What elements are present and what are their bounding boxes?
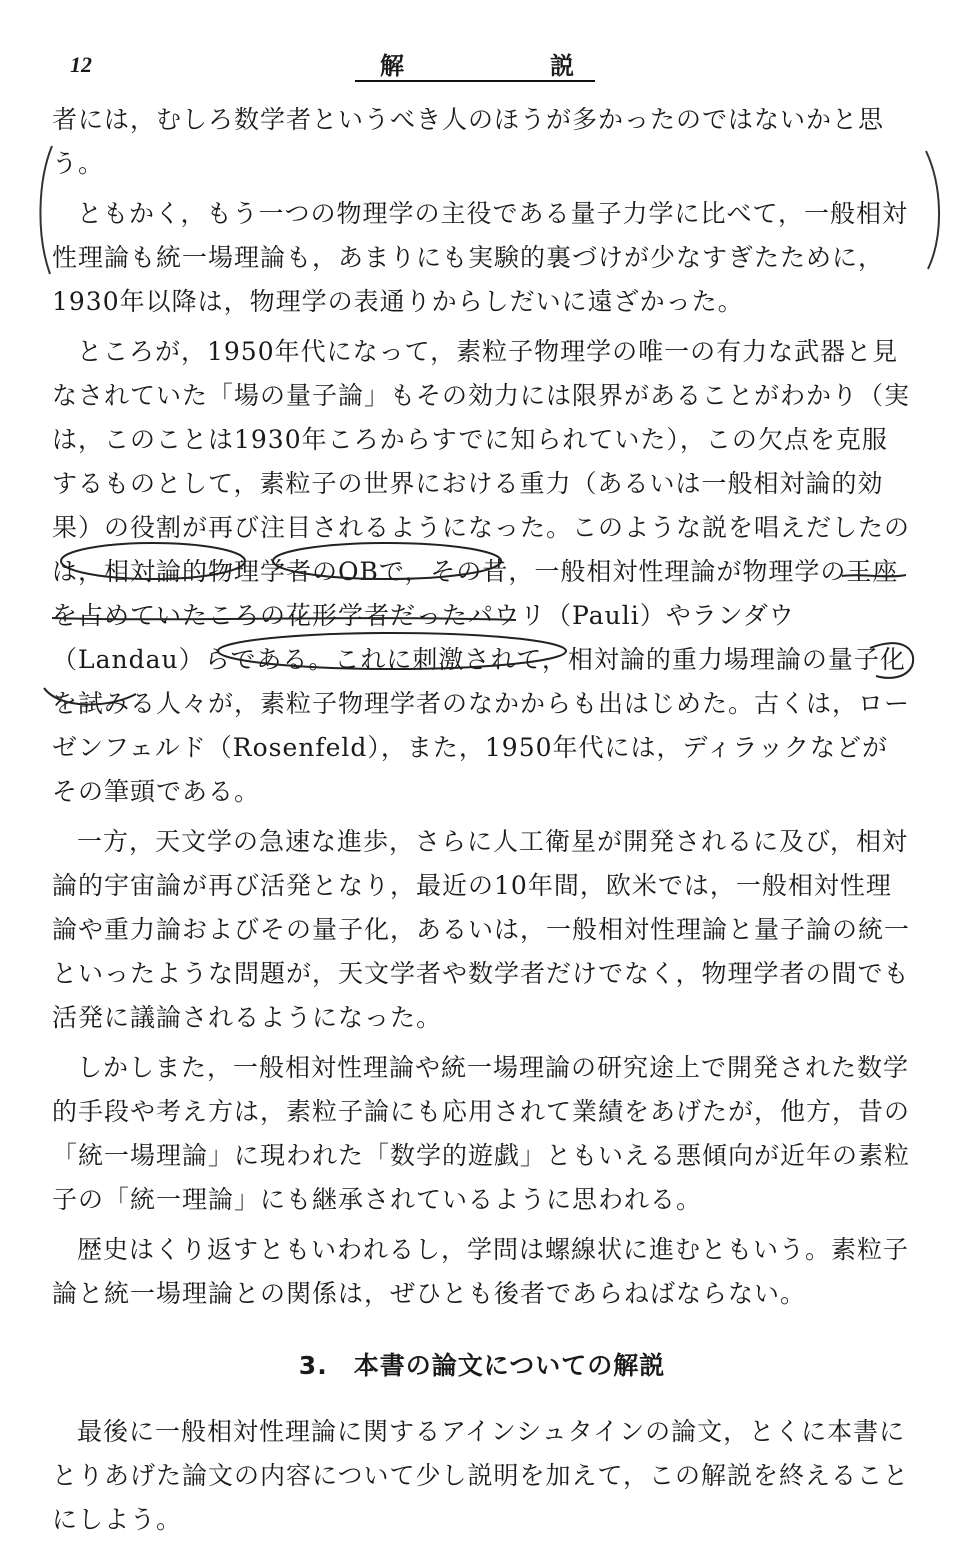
body-text <box>52 98 912 1548</box>
paragraph-astronomy-progress: 一方，天文学の急速な進歩，さらに人工衛星が開発されるに及び，相対論的宇宙論が再び活発となり，最近の10年間，欧米では，一般相対性理論や重力論およびその量子化，あるいは，一般相対性理論と量子論の統一といったような問題が，天文学者や数学者だけでなく，物理学者の間でも活発に議論されるようになった。 <box>52 827 911 1032</box>
paragraph-continuation: 者には，むしろ数学者というべき人のほうが多かったのではないかと思う。 <box>52 105 885 178</box>
paragraph-mathematical-methods: しかしまた，一般相対性理論や統一場理論の研究途上で開発された数学的手段や考え方は，素粒子論にも応用されて業績をあげたが，他方，昔の「統一場理論」に現われた「数学的遊戯」ともいえる悪傾向が近年の素粒子の「統一理論」にも継承されているように思われる。 <box>52 1053 911 1214</box>
running-header-char-1: 解 <box>380 51 404 80</box>
paragraph-history-repeats: 歴史はくり返すともいわれるし，学問は螺線状に進むともいう。素粒子論と統一場理論との関係は，ぜひとも後者であらねばならない。 <box>52 1235 910 1308</box>
paragraph-closing: 最後に一般相対性理論に関するアインシュタインの論文，とくに本書にとりあげた論文の内容について少し説明を加えて，この解説を終えることにしよう。 <box>52 1417 910 1534</box>
running-header-char-2: 説 <box>550 51 574 80</box>
running-header <box>355 46 595 82</box>
page-number: 12 <box>70 52 92 77</box>
pencil-bracket-right <box>920 145 950 275</box>
paragraph-quantum-comparison: ともかく，もう一つの物理学の主役である量子力学に比べて，一般相対性理論も統一場理論も，あまりにも実験的裏づけが少なすぎたために，1930年以降は，物理学の表通りからしだいに遠ざかった。 <box>52 199 909 316</box>
section-heading: 3. 本書の論文についての解説 <box>298 1351 666 1380</box>
paragraph-field-theory-limits: ところが，1950年代になって，素粒子物理学の唯一の有力な武器と見なされていた「場の量子論」もその効力には限界があることがわかり（実は，このことは1930年ころからすでに知られていた），この欠点を克服するものとして，素粒子の世界における重力（あるいは一般相対論的効果）の役割が再び注目されるようになった。このような説を唱えだしたのは，相対論的物理学者のOBで，その昔，一般相対性理論が物理学の王座を占めていたころの花形学者だったパウリ（Pauli）やランダウ（Landau）らである。これに刺激されて，相対論的重力場理論の量子化を試みる人々が，素粒子物理学者のなかからも出はじめた。古くは，ローゼンフェルド（Rosenfeld），また，1950年代には，ディラックなどがその筆頭である。 <box>52 337 911 806</box>
